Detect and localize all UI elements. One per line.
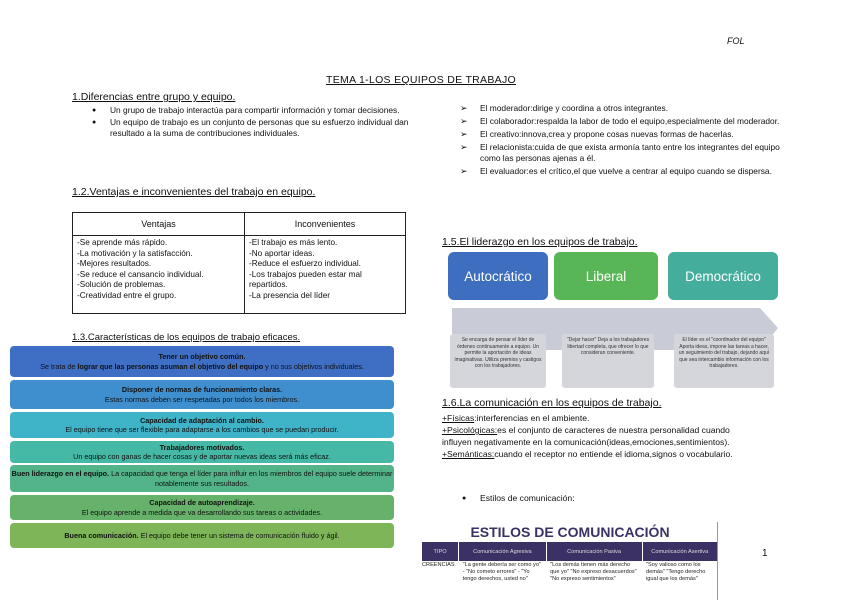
characteristic-band: [10, 346, 394, 377]
list-item: -No aportar ideas.: [249, 248, 315, 258]
list-item: -Reduce el esfuerzo individual.: [249, 259, 361, 269]
communication-styles-figure: [422, 522, 718, 600]
band-text: El equipo aprende a medida que va desarrollando sus tareas o actividades.: [81, 507, 323, 517]
leadership-style-autocratic: Autocrático: [448, 252, 548, 300]
list-item: -La presencia del líder: [249, 290, 331, 300]
list-item: ➢ El colaborador:respalda la labor de todo el equipo,especialmente del moderador.: [480, 116, 790, 127]
leadership-style-liberal: Liberal: [554, 252, 658, 300]
page-number: 1: [762, 548, 768, 559]
leadership-desc-liberal: "Dejar hacer" Deja a los trabajadores libertad completa, que ofrecer lo que consideran conveniente.: [562, 334, 654, 388]
band-text: Estas normas deben ser respetadas por todos los miembros.: [104, 394, 300, 404]
band-text: Un equipo con ganas de hacer cosas y de aportar nuevas ideas será más eficaz.: [73, 452, 331, 461]
band-strong: Buena comunicación.: [64, 530, 139, 540]
band-text: Se trata de lograr que las personas asuman el objetivo del equipo y no sus objetivos individuales.: [40, 361, 364, 371]
list-item: -Se reduce el cansancio individual.: [77, 269, 204, 279]
page-title: TEMA 1-LOS EQUIPOS DE TRABAJO: [326, 74, 516, 86]
list-item: -El trabajo es más lento.: [249, 238, 338, 247]
list-item: ● Un grupo de trabajo interactúa para compartir información y tomar decisiones.: [110, 105, 440, 116]
table-header: TIPO: [422, 542, 459, 561]
roles-list: [442, 103, 790, 179]
characteristic-band: [10, 465, 394, 492]
section-heading-3: 1.3.Características de los equipos de trabajo eficaces.: [72, 332, 301, 343]
figure-border: [717, 522, 718, 600]
band-strong: Buen liderazgo en el equipo.: [11, 469, 110, 479]
list-item: -Se aprende más rápido.: [77, 238, 168, 247]
table-cell: "Los demás tienen más derecho que yo" "No expreso desacuerdos" "No expreso sentimientos": [550, 562, 637, 582]
band-title: Trabajadores motivados.: [159, 442, 245, 452]
band-title: Capacidad de autoaprendizaje.: [149, 498, 255, 508]
table-header: Comunicación Asertiva: [642, 542, 717, 561]
table-cell: "Soy valioso como los demás" "Tengo derecho igual que los demás": [646, 562, 706, 582]
section-heading-6: 1.6.La comunicación en los equipos de trabajo.: [442, 397, 662, 409]
table-cell: "La gente debería ser como yo" - "No cometo errores" - "Yo tengo derechos, usted no": [462, 562, 541, 582]
bullet-list-1: [72, 105, 440, 140]
characteristic-band: [10, 412, 394, 438]
list-item: ➢ El moderador:dirige y coordina a otros integrantes.: [480, 103, 790, 114]
list-item: -Creatividad entre el grupo.: [77, 290, 177, 300]
communication-styles-table: [422, 542, 718, 584]
list-item: -Mejores resultados.: [77, 259, 152, 269]
inconvenientes-cell: [245, 236, 406, 314]
characteristic-band: [10, 495, 394, 520]
list-item: -Solución de problemas.: [77, 280, 166, 290]
header-label: FOL: [727, 36, 745, 46]
communication-barriers: [442, 412, 760, 460]
table-header: Comunicación Agresiva: [459, 542, 546, 561]
section-heading-1: 1.Diferencias entre grupo y equipo.: [72, 91, 236, 103]
band-text: El equipo tiene que ser flexible para adaptarse a los cambios que se puedan producir.: [65, 425, 339, 434]
list-item: ➢ El evaluador:es el crítico,el que vuelve a centrar al equipo cuando se dispersa.: [480, 166, 790, 177]
list-item: -La motivación y la satisfacción.: [77, 248, 193, 258]
section-heading-5: 1.5.El liderazgo en los equipos de trabajo.: [442, 236, 638, 248]
leadership-desc-autocratic: Se encarga de pensar el líder de órdenes continuamente a equipo. Un permite la aportación de ideas imaginativas. Utiliza premios y castigos con los trabajadores.: [450, 334, 546, 388]
characteristic-band: [10, 441, 394, 463]
list-item: ➢ El creativo:innova,crea y propone cosas nuevas formas de hacerlas.: [480, 129, 790, 140]
bullet-list-6: [442, 493, 780, 505]
row-label: CREENCIAS: [422, 562, 455, 568]
leadership-desc-democratic: El líder es el "coordinador del equipo" Aporta ideas, impone las tareas a hacer, un seguimiento del trabajo, dejando aquí que sea intercambio información con los trabajadores.: [674, 334, 774, 388]
leadership-style-democratic: Democrático: [668, 252, 778, 300]
advantages-table: [72, 212, 406, 314]
band-title: Disponer de normas de funcionamiento claras.: [121, 385, 283, 395]
barrier-semanticas: +Semánticas:cuando el receptor no entiende el idioma,signos o vocabulario.: [442, 449, 733, 459]
list-item: ● Estilos de comunicación:: [480, 493, 780, 504]
band-text: Buen liderazgo en el equipo. La capacidad que tenga el líder para influir en los miembros del equipo suele determinar notablemente sus resultados.: [11, 469, 393, 488]
table-header: Comunicación Pasiva: [546, 542, 642, 561]
list-item: -Los trabajos pueden estar mal repartidos.: [249, 269, 362, 290]
characteristic-band: [10, 523, 394, 548]
band-text: Buena comunicación. El equipo debe tener un sistema de comunicación fluido y ágil.: [64, 530, 340, 540]
table-header-ventajas: Ventajas: [73, 213, 245, 236]
list-item: ● Un equipo de trabajo es un conjunto de personas que su esfuerzo individual dan resultado a la suma de contribuciones individuales.: [110, 117, 440, 139]
barrier-psicologicas: +Psicológicas:es el conjunto de caracteres de nuestra personalidad cuando influyen negativamente en la comunicación(ideas,emociones,sentimientos).: [442, 425, 730, 447]
barrier-fisicas: +Físicas:interferencias en el ambiente.: [442, 413, 590, 423]
list-item: ➢ El relacionista:cuida de que exista armonía tanto entre los integrantes del equipo como las personas ajenas a él.: [480, 142, 790, 164]
figure-title: ESTILOS DE COMUNICACIÓN: [470, 524, 670, 540]
ventajas-cell: [73, 236, 245, 314]
band-strong: lograr que las personas asuman el objetivo del equipo: [77, 361, 264, 371]
table-header-inconvenientes: Inconvenientes: [245, 213, 406, 236]
band-title: Tener un objetivo común.: [158, 352, 246, 362]
band-title: Capacidad de adaptación al cambio.: [140, 415, 264, 425]
leadership-diagram: [442, 250, 778, 392]
section-heading-2: 1.2.Ventajas e inconvenientes del trabajo en equipo.: [72, 186, 316, 198]
characteristic-band: [10, 380, 394, 409]
